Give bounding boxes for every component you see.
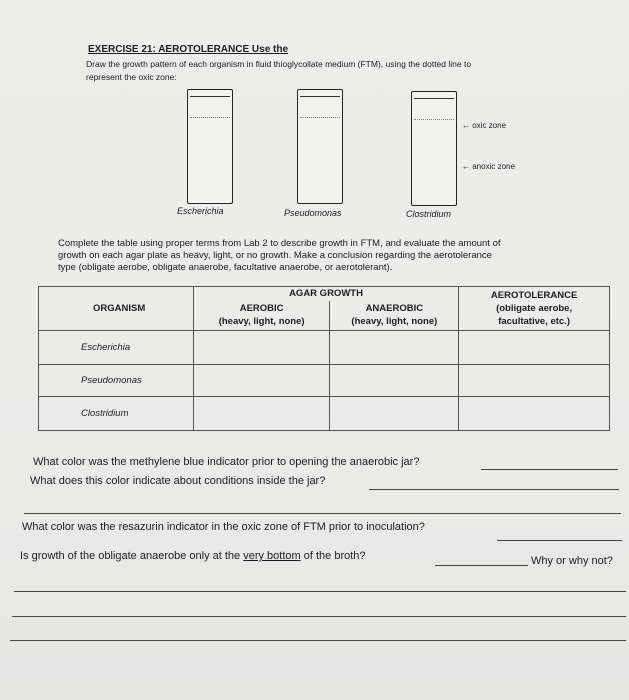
instruction-line-2: represent the oxic zone: <box>86 72 177 82</box>
table-instructions-line-2: growth on each agar plate as heavy, light, or no growth. Make a conclusion regarding the aerotolerance <box>58 250 492 261</box>
answer-line-q1[interactable] <box>481 469 618 470</box>
table-instructions <box>58 238 618 274</box>
cell-aerotolerance-pseudomonas[interactable] <box>459 365 610 397</box>
table-row <box>39 397 610 431</box>
cell-anaerobic-escherichia[interactable] <box>330 331 459 365</box>
tube-escherichia[interactable] <box>187 89 233 204</box>
oxic-zone-label: ← oxic zone <box>462 121 507 130</box>
question-color-meaning: What does this color indicate about conditions inside the jar? <box>30 475 326 487</box>
question-resazurin: What color was the resazurin indicator in the oxic zone of FTM prior to inoculation? <box>22 521 425 533</box>
anaerobic-title: ANAEROBIC <box>365 303 424 315</box>
header-aerotolerance <box>459 287 610 331</box>
question-methylene-blue: What color was the methylene blue indicator prior to opening the anaerobic jar? <box>33 456 420 468</box>
cell-aerotolerance-clostridium[interactable] <box>459 397 610 431</box>
tube-label-clostridium: Clostridium <box>406 209 452 219</box>
tube-rim <box>300 96 340 97</box>
q4-underlined: very bottom <box>243 550 301 562</box>
table-row <box>39 365 610 397</box>
exercise-title: EXERCISE 21: AEROTOLERANCE Use the <box>88 44 289 55</box>
answer-line-q2-extra[interactable] <box>24 513 621 514</box>
row-label-pseudomonas: Pseudomonas <box>39 365 194 397</box>
tube-rim <box>414 98 454 99</box>
cell-aerobic-escherichia[interactable] <box>193 331 330 365</box>
header-organism: ORGANISM <box>39 287 194 331</box>
exercise-instructions <box>86 58 606 84</box>
header-agar-growth: AGAR GROWTH <box>193 287 458 301</box>
answer-line-q4[interactable] <box>435 565 528 566</box>
cell-anaerobic-clostridium[interactable] <box>330 397 459 431</box>
answer-line-extra-1[interactable] <box>14 591 626 592</box>
row-label-escherichia: Escherichia <box>39 331 194 365</box>
anaerobic-sub: (heavy, light, none) <box>351 316 438 328</box>
q4-suffix: of the broth? <box>300 550 366 562</box>
oxic-dotted-line <box>414 119 454 120</box>
row-label-clostridium: Clostridium <box>39 397 194 431</box>
q4-prefix: Is growth of the obligate anaerobe only at the <box>20 550 244 562</box>
answer-line-q3[interactable] <box>497 540 622 541</box>
tube-rim <box>190 96 230 97</box>
table-instructions-line-3: type (obligate aerobe, obligate anaerobe, facultative anaerobe, or aerotolerant). <box>58 262 393 273</box>
table-row <box>39 331 610 365</box>
answer-line-q2[interactable] <box>369 489 619 490</box>
instruction-line-1: Draw the growth pattern of each organism in fluid thioglycollate medium (FTM), using the dotted line to <box>86 59 472 69</box>
answer-line-extra-2[interactable] <box>12 616 626 617</box>
tube-label-pseudomonas: Pseudomonas <box>284 208 342 218</box>
anoxic-zone-label: ← anoxic zone <box>462 162 515 171</box>
aerotolerance-sub-2: facultative, etc.) <box>498 316 570 327</box>
answer-line-extra-3[interactable] <box>10 640 626 641</box>
aerobic-sub: (heavy, light, none) <box>218 316 305 328</box>
cell-aerotolerance-escherichia[interactable] <box>459 331 610 365</box>
tube-clostridium[interactable] <box>411 91 457 206</box>
tube-label-escherichia: Escherichia <box>177 206 224 216</box>
header-anaerobic <box>330 301 459 331</box>
cell-aerobic-clostridium[interactable] <box>193 397 330 431</box>
question-obligate-anaerobe <box>20 550 366 562</box>
aerotolerance-title: AEROTOLERANCE <box>490 290 578 301</box>
header-aerobic <box>193 301 330 331</box>
oxic-dotted-line <box>190 117 230 118</box>
aerotolerance-sub-1: (obligate aerobe, <box>496 303 573 314</box>
aerobic-title: AEROBIC <box>239 303 284 315</box>
tube-pseudomonas[interactable] <box>297 89 343 204</box>
question-why-or-why-not: Why or why not? <box>531 555 613 567</box>
cell-aerobic-pseudomonas[interactable] <box>193 365 330 397</box>
aerotolerance-table <box>38 286 610 431</box>
oxic-dotted-line <box>300 117 340 118</box>
cell-anaerobic-pseudomonas[interactable] <box>330 365 459 397</box>
table-instructions-line-1: Complete the table using proper terms from Lab 2 to describe growth in FTM, and evaluate the amount of <box>58 238 501 249</box>
